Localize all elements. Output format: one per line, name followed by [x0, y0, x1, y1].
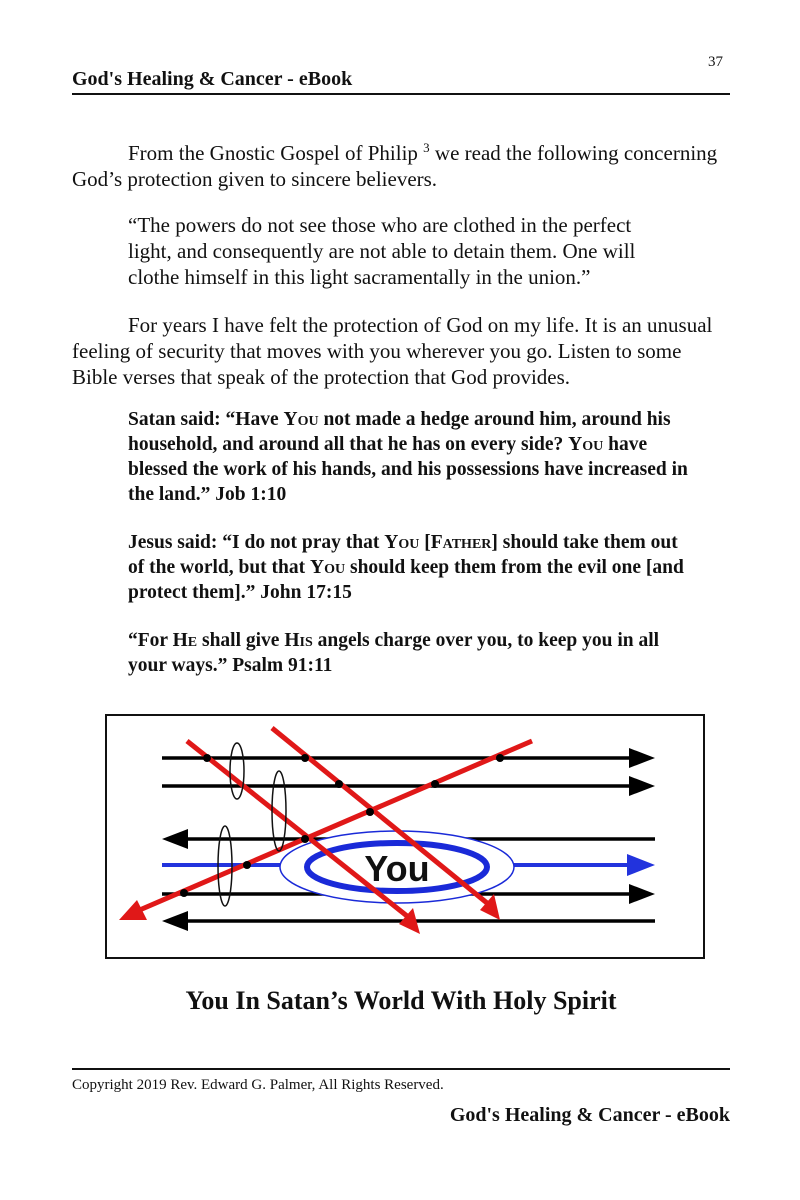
arrowhead-left	[162, 829, 188, 849]
intersection-dot	[180, 889, 188, 897]
protection-ellipses	[218, 743, 286, 906]
you-label: You	[364, 848, 430, 889]
verse-text: should keep them from the evil one [and protect them].” John 17:15	[128, 557, 684, 603]
intro-text-start: From the Gnostic Gospel of Philip	[128, 141, 418, 165]
arrowhead-right	[629, 748, 655, 768]
verse-smallcaps: You	[384, 532, 420, 553]
intro-paragraph	[72, 140, 732, 192]
intersection-dot	[496, 754, 504, 762]
intersection-dot	[203, 754, 211, 762]
copyright-notice: Copyright 2019 Rev. Edward G. Palmer, All Rights Reserved.	[72, 1077, 444, 1093]
footer-book-title: God's Healing & Cancer - eBook	[449, 1104, 730, 1126]
page-number: 37	[708, 54, 723, 70]
intersection-dot	[335, 780, 343, 788]
header-rule	[72, 93, 730, 95]
verse-job-1-10	[128, 407, 688, 507]
verse-smallcaps: Father	[430, 532, 492, 553]
protection-ellipse	[230, 743, 244, 799]
arrowhead-right	[629, 776, 655, 796]
verse-text: angels charge over you, to keep you in all your ways.” Psalm 91:11	[128, 630, 660, 676]
verse-text: have blessed the work of his hands, and his possessions have increased in the land.” Job 1:10	[128, 434, 688, 505]
verse-text: [	[419, 532, 431, 553]
verse-psalm-91-11	[128, 628, 688, 678]
protection-diagram	[105, 714, 705, 959]
verse-text: Satan said: “Have	[128, 409, 284, 430]
arrowhead-left	[162, 911, 188, 931]
footnote-reference[interactable]: 3	[423, 140, 430, 155]
verse-john-17-15	[128, 530, 688, 605]
verse-text: “For	[128, 630, 173, 651]
verse-text: shall give	[197, 630, 285, 651]
verse-smallcaps: You	[568, 434, 604, 455]
diagram-caption: You In Satan’s World With Holy Spirit	[185, 986, 617, 1015]
intersection-dot	[301, 835, 309, 843]
intro-text-end: we read the following concerning God’s protection given to sincere believers.	[72, 141, 718, 191]
verse-smallcaps: He	[172, 630, 198, 651]
intersection-dot	[301, 754, 309, 762]
arrowhead-right	[629, 884, 655, 904]
intersection-dot	[366, 808, 374, 816]
protection-paragraph: For years I have felt the protection of God on my life. It is an unusual feeling of security that moves with you wherever you go. Listen to some Bible verses that speak of the protection that God provides.	[72, 313, 713, 389]
philip-quote: “The powers do not see those who are clothed in the perfect light, and consequently are not able to detain them. One will clothe himself in this light sacramentally in the union.”	[128, 213, 636, 289]
verse-smallcaps: You	[283, 409, 319, 430]
footer-rule	[72, 1068, 730, 1070]
verse-text: ] should take them out of the world, but that	[128, 532, 678, 578]
verse-text: Jesus said: “I do not pray that	[128, 532, 385, 553]
intersection-dot	[431, 780, 439, 788]
verse-smallcaps: You	[310, 557, 346, 578]
verse-text: not made a hedge around him, around his household, and around all that he has on every side?	[128, 409, 671, 455]
diagram-svg	[107, 716, 707, 961]
you-path-arrowhead	[627, 854, 655, 876]
intersection-dot	[243, 861, 251, 869]
verse-smallcaps: His	[284, 630, 313, 651]
header-book-title: God's Healing & Cancer - eBook	[72, 68, 353, 90]
